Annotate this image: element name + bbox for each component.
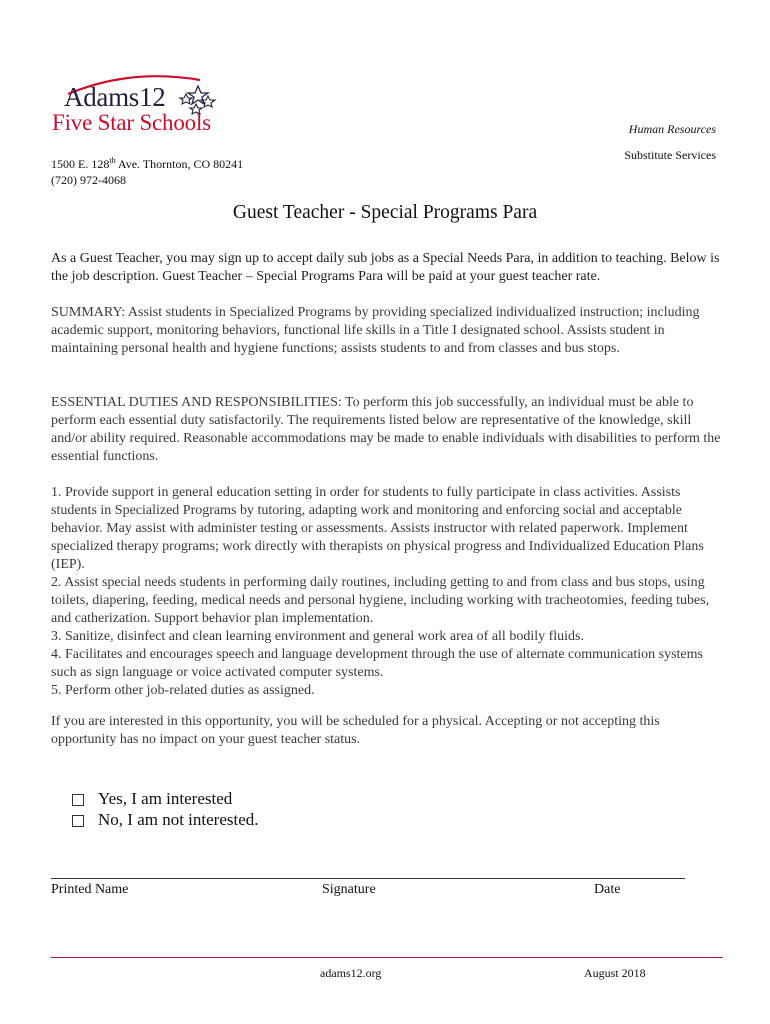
- intro-paragraph: As a Guest Teacher, you may sign up to accept daily sub jobs as a Special Needs Para, in addition to teaching. Below is the job description. Guest Teacher – Special Programs Para will be paid at your guest teacher rate.: [51, 251, 720, 284]
- choice-yes-label: Yes, I am interested: [98, 789, 233, 808]
- footer-rule: [51, 957, 723, 958]
- choice-no[interactable]: [72, 809, 259, 830]
- signature-label: Signature: [322, 882, 376, 897]
- duties-list: [51, 484, 723, 700]
- duty-item: 4. Facilitates and encourages speech and language development through the use of alternate communication systems such as sign language or voice activated computer systems.: [51, 647, 703, 680]
- phone-number: (720) 972-4068: [51, 173, 126, 187]
- summary-paragraph: SUMMARY: Assist students in Specialized Programs by providing specialized individualized instruction; including academic support, monitoring behaviors, functional life skills in a Title I designated school. Assists student in maintaining personal health and hygiene functions; assists students to and from classes and bus stops.: [51, 305, 700, 356]
- duty-item: 2. Assist special needs students in performing daily routines, including getting to and from class and bus stops, using toilets, diapering, feeding, medical needs and personal hygiene, including working with tracheotomies, feeding tubes, and catherization. Support behavior plan implementation.: [51, 575, 710, 626]
- logo-wordmark-adams: Adams12: [64, 82, 166, 112]
- department-label: Human Resources: [628, 122, 716, 136]
- checkbox-yes[interactable]: [72, 794, 84, 806]
- street-address: 1500 E. 128th Ave. Thornton, CO 80241: [51, 156, 244, 171]
- subdepartment-label: Substitute Services: [624, 148, 716, 162]
- checkbox-no[interactable]: [72, 815, 84, 827]
- footer-url: adams12.org: [320, 966, 382, 980]
- footer-date: August 2018: [584, 966, 646, 980]
- duty-item: 5. Perform other job-related duties as assigned.: [51, 683, 315, 698]
- choice-yes[interactable]: [72, 788, 259, 809]
- duties-intro-paragraph: ESSENTIAL DUTIES AND RESPONSIBILITIES: To perform this job successfully, an individual must be able to perform each essential duty satisfactorily. The requirements listed below are representative of the knowledge, skill and/or ability required. Reasonable accommodations may be made to enable individuals with disabilities to perform the essential functions.: [51, 395, 721, 464]
- address-block: [51, 153, 243, 188]
- signature-line: [51, 878, 685, 879]
- choice-no-label: No, I am not interested.: [98, 810, 259, 829]
- page-title: Guest Teacher - Special Programs Para: [232, 202, 538, 223]
- duty-item: 3. Sanitize, disinfect and clean learning environment and general work area of all bodily fluids.: [51, 629, 584, 644]
- printed-name-label: Printed Name: [51, 882, 129, 897]
- interest-choices: [72, 788, 259, 830]
- school-logo: [50, 72, 230, 138]
- closing-paragraph: If you are interested in this opportunity, you will be scheduled for a physical. Accepting or not accepting this opportunity has no impact on your guest teacher status.: [51, 714, 660, 747]
- logo-wordmark-five-star: Five Star Schools: [52, 110, 211, 135]
- date-label: Date: [594, 882, 621, 897]
- duty-item: 1. Provide support in general education setting in order for students to fully participate in class activities. Assists students in Specialized Programs by tutoring, adapting work and monitoring and enforcing social and acceptable behavior. May assist with administer testing or assessments. Assists instructor with related paperwork. Implement specialized therapy programs; work directly with therapists on physical progress and Individualized Education Plans (IEP).: [51, 485, 704, 572]
